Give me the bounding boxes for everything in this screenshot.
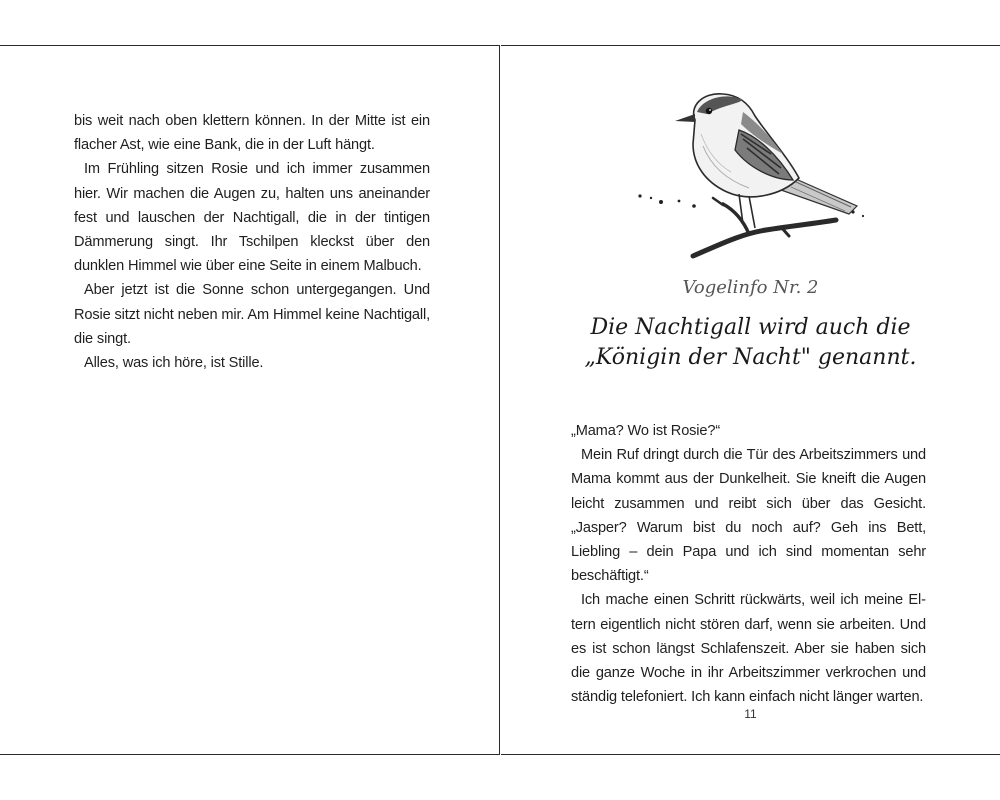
left-page	[0, 45, 500, 755]
right-paragraph-1: „Mama? Wo ist Rosie?“	[571, 423, 721, 439]
nightingale-illustration	[631, 84, 871, 264]
page-number: 11	[744, 707, 757, 721]
left-paragraph-2: Im Frühling sitzen Rosie und ich immer zusammen hier. Wir machen die Augen zu, halten uns aneinander fest und lauschen der Nachtigall, die in der tintigen Dämmerung singt. Ihr Tschilpen kleckst über den dunklen Himmel wie über eine Seite in einem Malbuch.	[74, 161, 430, 275]
bird-info-label: Vogelinfo Nr. 2	[682, 277, 819, 298]
right-page-text	[571, 419, 926, 709]
right-paragraph-2: Mein Ruf dringt durch die Tür des Arbeitszimmers und Mama kommt aus der Dunkelheit. Sie kneift die Augen leicht zusammen und reibt sich über das Gesicht. „Jasper? Warum bist du noch auf? Geh ins Bett, Liebling – dein Papa und ich sind momentan sehr beschäftigt.“	[571, 447, 926, 585]
bird-fact-line-2: „Königin der Nacht" genannt.	[584, 345, 917, 370]
left-paragraph-3: Aber jetzt ist die Sonne schon untergegangen. Und Rosie sitzt nicht neben mir. Am Himmel keine Nachtigall, die singt.	[74, 282, 430, 347]
right-page	[501, 45, 1000, 755]
left-paragraph-4: Alles, was ich höre, ist Stille.	[84, 355, 264, 372]
bird-fact-line-1: Die Nachtigall wird auch die	[590, 315, 911, 340]
left-paragraph-1: bis weit nach oben klettern können. In der Mitte ist ein flacher Ast, wie eine Bank, die in der Luft hängt.	[74, 113, 430, 154]
left-page-text	[74, 109, 430, 375]
right-paragraph-3: Ich mache einen Schritt rückwärts, weil ich meine Eltern eigentlich nicht stören darf, wenn sie arbeiten. Und es ist schon längst Schlafenszeit. Aber sie haben sich die ganze Woche in ihr Arbeitszimmer verkrochen und ständig telefoniert. Ich kann einfach nicht länger warten.	[571, 592, 926, 706]
